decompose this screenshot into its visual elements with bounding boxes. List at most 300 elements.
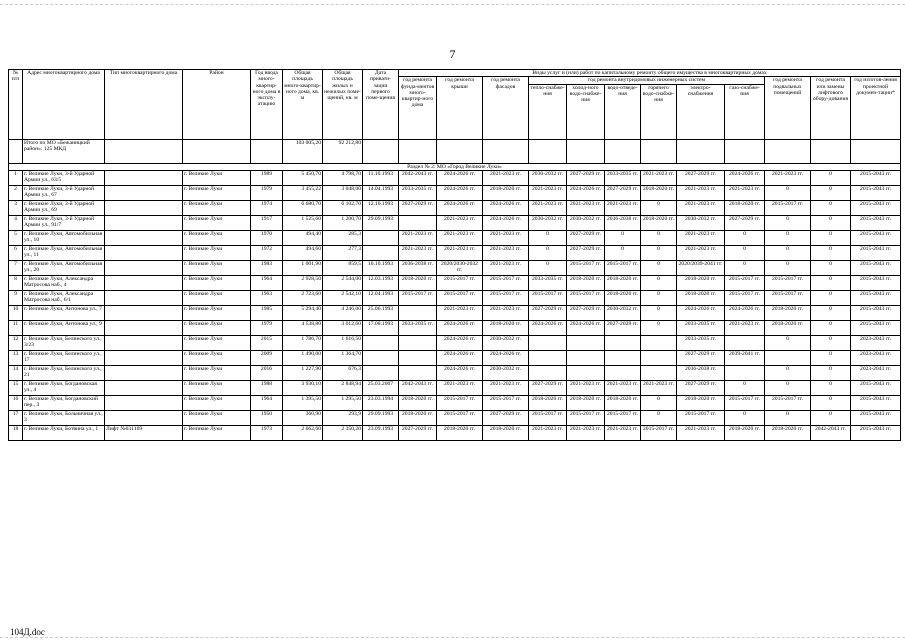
row-date xyxy=(363,365,399,380)
row-facade: 2030-2032 гг. xyxy=(483,335,529,350)
row-electric: 2018-2020 гг. xyxy=(677,290,725,305)
row-living-area: 3 048,00 xyxy=(323,185,363,200)
row-cold-water: 2027-2029 гг. xyxy=(567,245,605,260)
row-hot-water: 0 xyxy=(641,275,677,290)
row-lift: 0 xyxy=(811,185,851,200)
header-year: Год ввода много-квартир-ного дома в эксплу-атацию xyxy=(251,70,283,140)
row-address: г. Великие Луки, Белинского ул., 3/23 xyxy=(23,335,105,350)
row-electric: 2018-2020 гг. xyxy=(677,395,725,410)
row-district: г. Великие Луки xyxy=(183,275,251,290)
header-privatization-date: Дата привати-зации первого поме-щения xyxy=(363,70,399,140)
row-district: г. Великие Луки xyxy=(183,290,251,305)
row-basement: 0 xyxy=(765,260,811,275)
row-foundation: 2027-2029 гг. xyxy=(399,200,437,215)
header-facade: год ремонта фасадов xyxy=(483,77,529,139)
row-lift: 0 xyxy=(811,290,851,305)
header-district: Район xyxy=(183,70,251,140)
header-engineering-group: год ремонта внутридомовых инженерных систем xyxy=(529,77,765,84)
section-row xyxy=(9,163,901,170)
row-hot-water: 0 xyxy=(641,395,677,410)
row-project: 2015-2043 гг. xyxy=(851,305,901,320)
row-total-area: 3 930,10 xyxy=(283,380,323,395)
total-row xyxy=(9,139,901,163)
row-hot-water: 0 xyxy=(641,290,677,305)
row-total-area: 2 723,60 xyxy=(283,290,323,305)
capital-repair-table xyxy=(8,69,901,441)
row-cold-water: 2015-2017 гг. xyxy=(567,260,605,275)
row-date: 17.08.1993 xyxy=(363,320,399,335)
row-project: 2023-2043 гг. xyxy=(851,350,901,365)
row-foundation xyxy=(399,215,437,230)
row-drainage xyxy=(605,350,641,365)
row-basement: 2015-2017 гг. xyxy=(765,290,811,305)
row-living-area: 4 798,70 xyxy=(323,170,363,185)
row-type xyxy=(105,335,183,350)
row-roof: 2015-2017 гг. xyxy=(437,410,483,425)
row-address: г. Великие Луки, Антонова ул., 9 xyxy=(23,320,105,335)
row-total-area: 1 227,90 xyxy=(283,365,323,380)
row-address: г. Великие Луки, Автомобильная ул., 20 xyxy=(23,260,105,275)
row-type xyxy=(105,380,183,395)
row-total-area: 1 525,60 xyxy=(283,215,323,230)
row-number: 12 xyxy=(9,335,23,350)
table-row xyxy=(9,410,901,425)
row-project: 2015-2043 гг. xyxy=(851,320,901,335)
row-heat: 0 xyxy=(529,245,567,260)
header-address: Адрес многоквартирного дома xyxy=(23,70,105,140)
row-heat: 2030-2032 гг. xyxy=(529,170,567,185)
row-electric: 2021-2023 гг. xyxy=(677,425,725,440)
row-year: 1973 xyxy=(251,425,283,440)
row-total-area: 5 450,70 xyxy=(283,170,323,185)
row-heat: 2030-2032 гг. xyxy=(529,215,567,230)
row-foundation xyxy=(399,335,437,350)
row-number: 17 xyxy=(9,410,23,425)
row-foundation: 2027-2029 гг. xyxy=(399,425,437,440)
row-year: 2015 xyxy=(251,335,283,350)
row-roof: 2018-2020 гг. xyxy=(437,425,483,440)
row-date: 11.10.1993 xyxy=(363,170,399,185)
row-hot-water: 2018-2020 гг. xyxy=(641,185,677,200)
row-project: 2015-2043 гг. xyxy=(851,260,901,275)
row-cold-water: 2015-2017 гг. xyxy=(567,410,605,425)
row-foundation: 2033-2035 гг. xyxy=(399,320,437,335)
row-basement: 0 xyxy=(765,215,811,230)
row-living-area: 1 364,70 xyxy=(323,350,363,365)
row-drainage: 2027-2029 гг. xyxy=(605,320,641,335)
row-number: 10 xyxy=(9,305,23,320)
table-row xyxy=(9,320,901,335)
row-drainage xyxy=(605,335,641,350)
row-cold-water xyxy=(567,365,605,380)
row-district: г. Великие Луки xyxy=(183,200,251,215)
table-row xyxy=(9,200,901,215)
row-type: Лифт №031169 xyxy=(105,425,183,440)
row-gas xyxy=(725,335,765,350)
row-electric: 2033-2035 гг. xyxy=(677,320,725,335)
row-total-area: 1 001,90 xyxy=(283,260,323,275)
table-row xyxy=(9,275,901,290)
row-heat xyxy=(529,365,567,380)
row-cold-water: 2027-2029 гг. xyxy=(567,170,605,185)
row-project: 2015-2043 гг. xyxy=(851,410,901,425)
section-title: Раздел № 2: МО «Город Великие Луки» xyxy=(9,163,901,170)
row-basement: 0 xyxy=(765,185,811,200)
row-heat xyxy=(529,350,567,365)
row-project: 2015-2043 гг. xyxy=(851,395,901,410)
row-type xyxy=(105,410,183,425)
header-foundation: год ремонта фунда-ментов много-квартир-ного дома xyxy=(399,77,437,139)
row-living-area: 2 544,00 xyxy=(323,275,363,290)
row-type xyxy=(105,185,183,200)
row-lift: 0 xyxy=(811,200,851,215)
row-type xyxy=(105,290,183,305)
row-type xyxy=(105,275,183,290)
row-year: 1964 xyxy=(251,395,283,410)
row-district: г. Великие Луки xyxy=(183,230,251,245)
row-drainage: 2018-2020 гг. xyxy=(605,275,641,290)
row-year: 1989 xyxy=(251,170,283,185)
table-row xyxy=(9,425,901,440)
row-facade: 2018-2020 гг. xyxy=(483,425,529,440)
row-total-area: 1 490,00 xyxy=(283,350,323,365)
row-address: г. Великие Луки, 3-й Ударной Армии ул., 67 xyxy=(23,185,105,200)
header-living-area: Общая площадь жилых и нежилых поме-щений, кв. м xyxy=(323,70,363,140)
row-year: 2016 xyxy=(251,365,283,380)
row-heat: 2015-2017 гг. xyxy=(529,290,567,305)
row-electric: 2036-2038 гг. xyxy=(677,365,725,380)
row-roof: 2024-2026 гг. xyxy=(437,170,483,185)
table-row xyxy=(9,215,901,230)
row-electric: 2030-2032 гг. xyxy=(677,215,725,230)
row-electric: 2024-2026 гг. xyxy=(677,305,725,320)
row-type xyxy=(105,230,183,245)
row-facade: 2030-2032 гг. xyxy=(483,365,529,380)
row-facade: 2018-2020 гг. xyxy=(483,320,529,335)
row-roof: 2024-2026 гг. xyxy=(437,320,483,335)
header-heat: тепло-снабже-ния xyxy=(529,84,567,139)
row-address: г. Великие Луки, Автомобильная ул., 11 xyxy=(23,245,105,260)
table-row xyxy=(9,395,901,410)
row-heat xyxy=(529,335,567,350)
row-lift: 0 xyxy=(811,305,851,320)
row-gas: 0 xyxy=(725,260,765,275)
row-number: 14 xyxy=(9,365,23,380)
row-hot-water: 2021-2023 гг. xyxy=(641,170,677,185)
row-total-area: 360,90 xyxy=(283,410,323,425)
row-year: 1985 xyxy=(251,305,283,320)
row-drainage: 2021-2023 гг. xyxy=(605,380,641,395)
row-hot-water xyxy=(641,350,677,365)
row-basement: 0 xyxy=(765,365,811,380)
header-basement: год ремонта подвальных помещений xyxy=(765,77,811,139)
row-roof: 2024-2026 гг. xyxy=(437,200,483,215)
header-lift: год ремонта или замены лифтового обору-дования xyxy=(811,77,851,139)
row-gas: 2039-2041 гг. xyxy=(725,350,765,365)
row-lift: 0 xyxy=(811,335,851,350)
row-drainage: 2021-2023 гг. xyxy=(605,200,641,215)
row-facade: 2021-2023 гг. xyxy=(483,230,529,245)
row-foundation: 2021-2023 гг. xyxy=(399,245,437,260)
row-gas: 2021-2023 гг. xyxy=(725,320,765,335)
row-project: 2015-2043 гг. xyxy=(851,215,901,230)
row-hot-water: 2015-2017 гг. xyxy=(641,425,677,440)
row-roof: 2021-2023 гг. xyxy=(437,230,483,245)
row-electric: 2027-2029 гг. xyxy=(677,380,725,395)
row-facade: 2021-2023 гг. xyxy=(483,170,529,185)
row-project: 2015-2043 гг. xyxy=(851,380,901,395)
row-roof: 2021-2023 гг. xyxy=(437,380,483,395)
row-date: 12.04.1993 xyxy=(363,290,399,305)
row-lift: 0 xyxy=(811,350,851,365)
row-year: 1979 xyxy=(251,320,283,335)
row-district: г. Великие Луки xyxy=(183,350,251,365)
row-facade: 2018-2020 гг. xyxy=(483,185,529,200)
row-gas: 2018-2020 гг. xyxy=(725,425,765,440)
row-electric: 2018-2020 гг. xyxy=(677,275,725,290)
row-basement: 0 xyxy=(765,380,811,395)
row-total-area: 4 538,80 xyxy=(283,320,323,335)
row-number: 1 xyxy=(9,170,23,185)
row-living-area: 1 616,50 xyxy=(323,335,363,350)
row-living-area: 2 848,94 xyxy=(323,380,363,395)
row-address: г. Великие Луки, Александра Матросова наб., 6/1 xyxy=(23,290,105,305)
row-hot-water: 0 xyxy=(641,245,677,260)
row-foundation: 2033-2035 гг. xyxy=(399,185,437,200)
row-hot-water: 2021-2023 гг. xyxy=(641,380,677,395)
row-facade: 2021-2023 гг. xyxy=(483,305,529,320)
row-lift: 0 xyxy=(811,170,851,185)
table-row xyxy=(9,305,901,320)
row-number: 18 xyxy=(9,425,23,440)
row-project: 2023-2043 гг. xyxy=(851,365,901,380)
row-district: г. Великие Луки xyxy=(183,335,251,350)
row-drainage: 2015-2017 гг. xyxy=(605,410,641,425)
header-cold-water: холод-ного водо-снабже-ния xyxy=(567,84,605,139)
row-living-area: 277,3 xyxy=(323,245,363,260)
row-lift: 0 xyxy=(811,410,851,425)
row-electric: 2033-2035 гг. xyxy=(677,335,725,350)
row-year: 1974 xyxy=(251,200,283,215)
row-drainage: 2018-2020 гг. xyxy=(605,290,641,305)
row-basement: 0 xyxy=(765,230,811,245)
row-total-area: 1 786,70 xyxy=(283,335,323,350)
row-drainage: 2021-2023 гг. xyxy=(605,425,641,440)
row-facade: 2015-2017 гг. xyxy=(483,395,529,410)
row-roof: 2021-2023 гг. xyxy=(437,215,483,230)
table-row xyxy=(9,260,901,275)
row-foundation: 2042-2043 гг. xyxy=(399,170,437,185)
header-hot-water: горячего водо-снабже-ния xyxy=(641,84,677,139)
row-electric: 2015-2017 гг. xyxy=(677,410,725,425)
row-electric: 2027-2029 гг. xyxy=(677,350,725,365)
row-roof: 2024-2026 гг. xyxy=(437,350,483,365)
row-date: 12.10.1993 xyxy=(363,200,399,215)
table-row xyxy=(9,290,901,305)
row-lift: 0 xyxy=(811,395,851,410)
row-roof: 2024-2026 гг. xyxy=(437,335,483,350)
row-number: 6 xyxy=(9,245,23,260)
row-type xyxy=(105,305,183,320)
row-lift: 0 xyxy=(811,215,851,230)
header-type: Тип многоквартирного дома xyxy=(105,70,183,140)
row-lift: 0 xyxy=(811,365,851,380)
total-area-sum: 103 005,20 xyxy=(283,139,323,163)
row-foundation xyxy=(399,365,437,380)
row-living-area: 3 012,60 xyxy=(323,320,363,335)
total-label: Итого по МО «Бежаницкий район»: 125 МКД xyxy=(23,139,105,163)
row-basement: 2015-2017 гг. xyxy=(765,395,811,410)
row-district: г. Великие Луки xyxy=(183,380,251,395)
living-area-sum: 92 212,80 xyxy=(323,139,363,163)
row-address: г. Великие Луки, 3-й Ударной Армии ул., 91/7 xyxy=(23,215,105,230)
row-cold-water: 2024-2026 гг. xyxy=(567,185,605,200)
row-foundation: 2018-2020 гг. xyxy=(399,395,437,410)
row-heat: 0 xyxy=(529,260,567,275)
file-name: 104Д.doc xyxy=(10,627,45,637)
row-living-area: 859,5 xyxy=(323,260,363,275)
row-project: 2015-2043 гг. xyxy=(851,290,901,305)
row-foundation: 2036-2038 гг. xyxy=(399,260,437,275)
row-electric: 2021-2023 гг. xyxy=(677,185,725,200)
row-address: г. Великие Луки, Белинского ул., 21 xyxy=(23,365,105,380)
row-heat: 0 xyxy=(529,230,567,245)
row-date: 29.09.1993 xyxy=(363,215,399,230)
row-project: 2015-2043 гг. xyxy=(851,230,901,245)
row-total-area: 5 294,40 xyxy=(283,305,323,320)
row-lift: 0 xyxy=(811,230,851,245)
row-heat: 2021-2023 гг. xyxy=(529,200,567,215)
row-hot-water xyxy=(641,335,677,350)
row-date xyxy=(363,350,399,365)
row-roof: 2024-2026 гг. xyxy=(437,365,483,380)
row-number: 5 xyxy=(9,230,23,245)
row-drainage xyxy=(605,365,641,380)
row-date xyxy=(363,335,399,350)
row-gas: 2015-2017 гг. xyxy=(725,275,765,290)
row-year: 1972 xyxy=(251,245,283,260)
row-district: г. Великие Луки xyxy=(183,185,251,200)
row-facade: 2024-2026 гг. xyxy=(483,200,529,215)
row-hot-water: 0 xyxy=(641,305,677,320)
row-heat: 2027-2029 гг. xyxy=(529,380,567,395)
row-address: г. Великие Луки, 3-й Ударной Армии ул., 63/5 xyxy=(23,170,105,185)
row-gas: 0 xyxy=(725,245,765,260)
row-district: г. Великие Луки xyxy=(183,260,251,275)
row-basement: 2018-2020 гг. xyxy=(765,320,811,335)
row-district: г. Великие Луки xyxy=(183,365,251,380)
row-cold-water xyxy=(567,350,605,365)
row-district: г. Великие Луки xyxy=(183,245,251,260)
row-basement xyxy=(765,350,811,365)
header-total-area: Общая площадь много-квартир-ного дома, кв. м xyxy=(283,70,323,140)
row-facade: 2021-2023 гг. xyxy=(483,260,529,275)
row-electric: 2020/2039-2041 гг. xyxy=(677,260,725,275)
row-address: г. Великие Луки, Автомобильная ул., 10 xyxy=(23,230,105,245)
row-lift: 2042-2043 гг. xyxy=(811,425,851,440)
row-cold-water: 2021-2023 гг. xyxy=(567,425,605,440)
row-foundation xyxy=(399,350,437,365)
header-num: № п/п xyxy=(9,70,23,140)
row-living-area: 293,9 xyxy=(323,410,363,425)
row-foundation: 2015-2017 гг. xyxy=(399,290,437,305)
row-drainage: 2033-2035 гг. xyxy=(605,170,641,185)
table-row xyxy=(9,170,901,185)
row-date: 23.03.1994 xyxy=(363,395,399,410)
row-heat: 2015-2017 гг. xyxy=(529,410,567,425)
header-drainage: водо-отведе-ния xyxy=(605,84,641,139)
row-roof: 2015-2017 гг. xyxy=(437,275,483,290)
row-district: г. Великие Луки xyxy=(183,410,251,425)
row-cold-water: 2018-2020 гг. xyxy=(567,395,605,410)
row-lift: 0 xyxy=(811,275,851,290)
row-hot-water: 0 xyxy=(641,320,677,335)
row-electric: 2021-2023 гг. xyxy=(677,230,725,245)
row-number: 13 xyxy=(9,350,23,365)
row-lift: 0 xyxy=(811,245,851,260)
row-basement: 0 xyxy=(765,245,811,260)
row-gas: 0 xyxy=(725,410,765,425)
row-living-area: 2 542,10 xyxy=(323,290,363,305)
row-number: 3 xyxy=(9,200,23,215)
row-lift: 0 xyxy=(811,320,851,335)
row-basement: 0 xyxy=(765,335,811,350)
table-row xyxy=(9,350,901,365)
row-hot-water: 0 xyxy=(641,410,677,425)
row-number: 16 xyxy=(9,395,23,410)
row-total-area: 494,40 xyxy=(283,230,323,245)
row-date: 25.03.2007 xyxy=(363,380,399,395)
row-drainage: 2027-2029 гг. xyxy=(605,185,641,200)
row-gas: 2015-2017 гг. xyxy=(725,290,765,305)
row-address: г. Великие Луки, Антонова ул., 7 xyxy=(23,305,105,320)
row-living-area: 2 350,20 xyxy=(323,425,363,440)
row-gas: 0 xyxy=(725,380,765,395)
row-project: 2015-2043 гг. xyxy=(851,170,901,185)
row-year: 1979 xyxy=(251,185,283,200)
row-cold-water: 2021-2023 гг. xyxy=(567,200,605,215)
row-drainage: 0 xyxy=(605,230,641,245)
row-type xyxy=(105,350,183,365)
row-hot-water: 0 xyxy=(641,230,677,245)
row-electric: 2021-2023 гг. xyxy=(677,245,725,260)
row-drainage: 0 xyxy=(605,245,641,260)
row-roof: 2020/2030-2032 гг. xyxy=(437,260,483,275)
row-facade: 2024-2026 гг. xyxy=(483,350,529,365)
row-basement: 2015-2017 гг. xyxy=(765,275,811,290)
row-address: г. Великие Луки, Богдановский пер., 3 xyxy=(23,395,105,410)
row-facade: 2021-2023 гг. xyxy=(483,380,529,395)
row-project: 2015-2043 гг. xyxy=(851,425,901,440)
row-project: 2015-2043 гг. xyxy=(851,245,901,260)
table-row xyxy=(9,185,901,200)
row-gas: 2024-2026 гг. xyxy=(725,305,765,320)
row-electric: 2027-2029 гг. xyxy=(677,170,725,185)
row-district: г. Великие Луки xyxy=(183,320,251,335)
row-date: 14.04.1993 xyxy=(363,185,399,200)
table-row xyxy=(9,335,901,350)
row-hot-water: 0 xyxy=(641,260,677,275)
row-total-area: 494,60 xyxy=(283,245,323,260)
row-foundation: 2018-2020 гг. xyxy=(399,410,437,425)
header-project: год изготов-ления проектной докумен-тации* xyxy=(851,77,901,139)
table-row xyxy=(9,365,901,380)
row-facade: 2027-2029 гг. xyxy=(483,410,529,425)
row-cold-water: 2024-2026 гг. xyxy=(567,320,605,335)
row-address: г. Великие Луки, Богдановская ул., 4 xyxy=(23,380,105,395)
row-address: г. Великие Луки, Белинского ул., 17 xyxy=(23,350,105,365)
row-number: 9 xyxy=(9,290,23,305)
